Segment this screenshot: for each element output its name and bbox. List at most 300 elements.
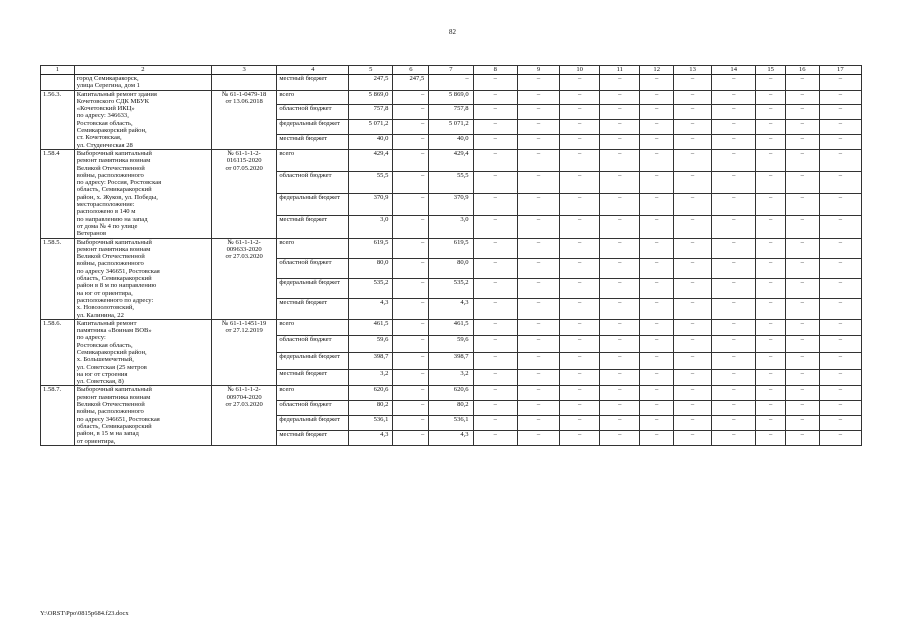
funding-source-cell: федеральный бюджет: [277, 353, 349, 370]
empty-year-cell-8: –: [473, 319, 517, 336]
empty-year-cell-13: –: [674, 194, 712, 216]
column-header-3: 3: [211, 66, 276, 75]
empty-year-cell-9: –: [517, 135, 559, 150]
amount-cell-v6: –: [393, 279, 429, 299]
empty-year-cell-17: –: [819, 336, 861, 353]
empty-year-cell-11: –: [600, 149, 640, 171]
amount-cell-v6: –: [393, 105, 429, 120]
empty-year-cell-15: –: [756, 279, 786, 299]
amount-cell-v5: 370,9: [349, 194, 393, 216]
empty-year-cell-13: –: [674, 75, 712, 91]
amount-cell-v5: 757,8: [349, 105, 393, 120]
amount-cell-v7: 3,0: [429, 216, 473, 238]
empty-year-cell-11: –: [600, 135, 640, 150]
column-header-8: 8: [473, 66, 517, 75]
empty-year-cell-12: –: [640, 238, 674, 258]
amount-cell-v6: –: [393, 299, 429, 319]
empty-year-cell-10: –: [560, 279, 600, 299]
empty-year-cell-8: –: [473, 135, 517, 150]
amount-cell-v6: –: [393, 90, 429, 105]
amount-cell-v5: 3,2: [349, 369, 393, 386]
amount-cell-v7: 55,5: [429, 172, 473, 194]
empty-year-cell-9: –: [517, 319, 559, 336]
empty-year-cell-10: –: [560, 258, 600, 278]
empty-year-cell-14: –: [712, 369, 756, 386]
empty-year-cell-15: –: [756, 431, 786, 446]
empty-year-cell-14: –: [712, 431, 756, 446]
empty-year-cell-16: –: [785, 353, 819, 370]
empty-year-cell-9: –: [517, 279, 559, 299]
empty-year-cell-14: –: [712, 319, 756, 336]
empty-year-cell-8: –: [473, 90, 517, 105]
column-header-6: 6: [393, 66, 429, 75]
amount-cell-v7: 429,4: [429, 149, 473, 171]
funding-source-cell: местный бюджет: [277, 216, 349, 238]
empty-year-cell-17: –: [819, 216, 861, 238]
amount-cell-v5: 4,3: [349, 299, 393, 319]
empty-year-cell-11: –: [600, 416, 640, 431]
empty-year-cell-15: –: [756, 149, 786, 171]
empty-year-cell-17: –: [819, 431, 861, 446]
amount-cell-v5: 620,6: [349, 386, 393, 401]
empty-year-cell-8: –: [473, 120, 517, 135]
amount-cell-v6: –: [393, 258, 429, 278]
empty-year-cell-15: –: [756, 75, 786, 91]
empty-year-cell-11: –: [600, 216, 640, 238]
funding-source-cell: областной бюджет: [277, 172, 349, 194]
amount-cell-v5: 59,6: [349, 336, 393, 353]
empty-year-cell-13: –: [674, 279, 712, 299]
table-row: [41, 319, 862, 336]
empty-year-cell-16: –: [785, 120, 819, 135]
empty-year-cell-8: –: [473, 149, 517, 171]
empty-year-cell-14: –: [712, 216, 756, 238]
empty-year-cell-9: –: [517, 120, 559, 135]
empty-year-cell-9: –: [517, 369, 559, 386]
amount-cell-v5: 619,5: [349, 238, 393, 258]
empty-year-cell-10: –: [560, 149, 600, 171]
empty-year-cell-12: –: [640, 105, 674, 120]
empty-year-cell-11: –: [600, 401, 640, 416]
amount-cell-v6: –: [393, 135, 429, 150]
empty-year-cell-16: –: [785, 369, 819, 386]
amount-cell-v6: –: [393, 353, 429, 370]
empty-year-cell-16: –: [785, 258, 819, 278]
item-number-cell: 1.58.5.: [41, 238, 75, 319]
empty-year-cell-15: –: [756, 120, 786, 135]
empty-year-cell-17: –: [819, 386, 861, 401]
empty-year-cell-10: –: [560, 238, 600, 258]
empty-year-cell-11: –: [600, 172, 640, 194]
empty-year-cell-15: –: [756, 401, 786, 416]
empty-year-cell-12: –: [640, 336, 674, 353]
empty-year-cell-13: –: [674, 120, 712, 135]
table-body: [41, 66, 862, 446]
amount-cell-v6: –: [393, 431, 429, 446]
empty-year-cell-13: –: [674, 431, 712, 446]
amount-cell-v7: 4,3: [429, 431, 473, 446]
amount-cell-v6: 247,5: [393, 75, 429, 91]
empty-year-cell-16: –: [785, 416, 819, 431]
empty-year-cell-12: –: [640, 299, 674, 319]
empty-year-cell-17: –: [819, 90, 861, 105]
empty-year-cell-15: –: [756, 416, 786, 431]
empty-year-cell-11: –: [600, 386, 640, 401]
empty-year-cell-17: –: [819, 149, 861, 171]
expertise-doc-cell: № 61-1-1451-19 от 27.12.2019: [211, 319, 276, 386]
empty-year-cell-9: –: [517, 431, 559, 446]
empty-year-cell-13: –: [674, 353, 712, 370]
amount-cell-v7: 620,6: [429, 386, 473, 401]
empty-year-cell-10: –: [560, 336, 600, 353]
page-number: 82: [449, 28, 456, 36]
item-number-cell: 1.58.4: [41, 149, 75, 238]
column-header-9: 9: [517, 66, 559, 75]
empty-year-cell-11: –: [600, 238, 640, 258]
empty-year-cell-9: –: [517, 105, 559, 120]
empty-year-cell-17: –: [819, 172, 861, 194]
empty-year-cell-13: –: [674, 258, 712, 278]
empty-year-cell-14: –: [712, 416, 756, 431]
amount-cell-v6: –: [393, 319, 429, 336]
empty-year-cell-9: –: [517, 401, 559, 416]
funding-source-cell: федеральный бюджет: [277, 120, 349, 135]
empty-year-cell-8: –: [473, 336, 517, 353]
empty-year-cell-9: –: [517, 216, 559, 238]
funding-source-cell: областной бюджет: [277, 258, 349, 278]
funding-source-cell: всего: [277, 90, 349, 105]
amount-cell-v7: 80,2: [429, 401, 473, 416]
empty-year-cell-9: –: [517, 416, 559, 431]
empty-year-cell-17: –: [819, 194, 861, 216]
amount-cell-v7: 370,9: [429, 194, 473, 216]
empty-year-cell-9: –: [517, 194, 559, 216]
amount-cell-v5: 55,5: [349, 172, 393, 194]
empty-year-cell-16: –: [785, 105, 819, 120]
empty-year-cell-15: –: [756, 353, 786, 370]
funding-source-cell: областной бюджет: [277, 336, 349, 353]
empty-year-cell-16: –: [785, 279, 819, 299]
empty-year-cell-10: –: [560, 353, 600, 370]
empty-year-cell-12: –: [640, 369, 674, 386]
empty-year-cell-10: –: [560, 90, 600, 105]
empty-year-cell-12: –: [640, 149, 674, 171]
amount-cell-v5: 40,0: [349, 135, 393, 150]
amount-cell-v5: 461,5: [349, 319, 393, 336]
header-row: [41, 66, 862, 75]
expertise-doc-cell: № 61-1-1-2- 016115-2020 от 07.05.2020: [211, 149, 276, 238]
empty-year-cell-8: –: [473, 172, 517, 194]
empty-year-cell-13: –: [674, 172, 712, 194]
empty-year-cell-16: –: [785, 172, 819, 194]
empty-year-cell-15: –: [756, 238, 786, 258]
empty-year-cell-8: –: [473, 75, 517, 91]
funding-source-cell: всего: [277, 386, 349, 401]
empty-year-cell-11: –: [600, 75, 640, 91]
empty-year-cell-16: –: [785, 238, 819, 258]
empty-year-cell-11: –: [600, 120, 640, 135]
empty-year-cell-9: –: [517, 299, 559, 319]
table-row: [41, 386, 862, 401]
funding-source-cell: всего: [277, 149, 349, 171]
empty-year-cell-8: –: [473, 416, 517, 431]
table-row: [41, 238, 862, 258]
empty-year-cell-12: –: [640, 120, 674, 135]
column-header-16: 16: [785, 66, 819, 75]
amount-cell-v6: –: [393, 238, 429, 258]
empty-year-cell-8: –: [473, 431, 517, 446]
funding-source-cell: федеральный бюджет: [277, 416, 349, 431]
empty-year-cell-9: –: [517, 353, 559, 370]
empty-year-cell-16: –: [785, 75, 819, 91]
amount-cell-v5: 429,4: [349, 149, 393, 171]
amount-cell-v7: 3,2: [429, 369, 473, 386]
empty-year-cell-10: –: [560, 431, 600, 446]
funding-source-cell: местный бюджет: [277, 431, 349, 446]
empty-year-cell-9: –: [517, 336, 559, 353]
amount-cell-v7: 40,0: [429, 135, 473, 150]
amount-cell-v6: –: [393, 401, 429, 416]
empty-year-cell-10: –: [560, 105, 600, 120]
expertise-doc-cell: № 61-1-0479-18 от 13.06.2018: [211, 90, 276, 149]
empty-year-cell-9: –: [517, 90, 559, 105]
empty-year-cell-12: –: [640, 431, 674, 446]
empty-year-cell-15: –: [756, 105, 786, 120]
empty-year-cell-8: –: [473, 299, 517, 319]
empty-year-cell-9: –: [517, 149, 559, 171]
empty-year-cell-17: –: [819, 369, 861, 386]
amount-cell-v5: 5 869,0: [349, 90, 393, 105]
empty-year-cell-13: –: [674, 369, 712, 386]
empty-year-cell-11: –: [600, 336, 640, 353]
empty-year-cell-15: –: [756, 299, 786, 319]
empty-year-cell-17: –: [819, 299, 861, 319]
empty-year-cell-10: –: [560, 216, 600, 238]
empty-year-cell-14: –: [712, 105, 756, 120]
amount-cell-v7: 619,5: [429, 238, 473, 258]
amount-cell-v5: 80,2: [349, 401, 393, 416]
amount-cell-v7: 59,6: [429, 336, 473, 353]
table-row: [41, 90, 862, 105]
amount-cell-v7: 536,1: [429, 416, 473, 431]
empty-year-cell-10: –: [560, 369, 600, 386]
amount-cell-v6: –: [393, 369, 429, 386]
amount-cell-v7: –: [429, 75, 473, 91]
empty-year-cell-8: –: [473, 238, 517, 258]
empty-year-cell-13: –: [674, 216, 712, 238]
empty-year-cell-13: –: [674, 149, 712, 171]
empty-year-cell-14: –: [712, 238, 756, 258]
empty-year-cell-11: –: [600, 369, 640, 386]
empty-year-cell-12: –: [640, 135, 674, 150]
column-header-2: 2: [74, 66, 211, 75]
amount-cell-v5: 398,7: [349, 353, 393, 370]
expertise-doc-cell: № 61-1-1-2- 009704-2020 от 27.03.2020: [211, 386, 276, 445]
empty-year-cell-10: –: [560, 120, 600, 135]
empty-year-cell-8: –: [473, 369, 517, 386]
amount-cell-v6: –: [393, 336, 429, 353]
empty-year-cell-15: –: [756, 319, 786, 336]
empty-year-cell-9: –: [517, 386, 559, 401]
funding-source-cell: всего: [277, 238, 349, 258]
empty-year-cell-9: –: [517, 238, 559, 258]
empty-year-cell-12: –: [640, 75, 674, 91]
column-header-11: 11: [600, 66, 640, 75]
empty-year-cell-8: –: [473, 194, 517, 216]
empty-year-cell-14: –: [712, 299, 756, 319]
empty-year-cell-8: –: [473, 105, 517, 120]
empty-year-cell-17: –: [819, 238, 861, 258]
amount-cell-v6: –: [393, 216, 429, 238]
empty-year-cell-15: –: [756, 194, 786, 216]
amount-cell-v6: –: [393, 149, 429, 171]
empty-year-cell-16: –: [785, 336, 819, 353]
amount-cell-v5: 5 071,2: [349, 120, 393, 135]
empty-year-cell-10: –: [560, 416, 600, 431]
amount-cell-v6: –: [393, 194, 429, 216]
empty-year-cell-15: –: [756, 386, 786, 401]
empty-year-cell-17: –: [819, 353, 861, 370]
empty-year-cell-12: –: [640, 216, 674, 238]
empty-year-cell-8: –: [473, 279, 517, 299]
table-row: [41, 149, 862, 171]
empty-year-cell-11: –: [600, 258, 640, 278]
empty-year-cell-12: –: [640, 172, 674, 194]
empty-year-cell-15: –: [756, 135, 786, 150]
funding-source-cell: всего: [277, 319, 349, 336]
empty-year-cell-15: –: [756, 258, 786, 278]
amount-cell-v7: 398,7: [429, 353, 473, 370]
empty-year-cell-14: –: [712, 258, 756, 278]
column-header-15: 15: [756, 66, 786, 75]
file-path-footer: Y:\ORST\Ppo\0815p684.f23.docx: [40, 610, 129, 617]
column-header-12: 12: [640, 66, 674, 75]
funding-source-cell: местный бюджет: [277, 75, 349, 91]
empty-year-cell-14: –: [712, 401, 756, 416]
empty-year-cell-9: –: [517, 172, 559, 194]
amount-cell-v6: –: [393, 172, 429, 194]
column-header-7: 7: [429, 66, 473, 75]
empty-year-cell-9: –: [517, 258, 559, 278]
column-header-1: 1: [41, 66, 75, 75]
empty-year-cell-12: –: [640, 319, 674, 336]
expertise-doc-cell: [211, 75, 276, 91]
empty-year-cell-12: –: [640, 353, 674, 370]
empty-year-cell-16: –: [785, 194, 819, 216]
amount-cell-v7: 461,5: [429, 319, 473, 336]
empty-year-cell-14: –: [712, 336, 756, 353]
amount-cell-v7: 80,0: [429, 258, 473, 278]
empty-year-cell-8: –: [473, 401, 517, 416]
empty-year-cell-13: –: [674, 90, 712, 105]
empty-year-cell-16: –: [785, 149, 819, 171]
empty-year-cell-11: –: [600, 431, 640, 446]
empty-year-cell-13: –: [674, 386, 712, 401]
amount-cell-v7: 535,2: [429, 279, 473, 299]
empty-year-cell-11: –: [600, 353, 640, 370]
amount-cell-v6: –: [393, 386, 429, 401]
empty-year-cell-17: –: [819, 416, 861, 431]
empty-year-cell-11: –: [600, 90, 640, 105]
amount-cell-v6: –: [393, 416, 429, 431]
funding-source-cell: местный бюджет: [277, 135, 349, 150]
empty-year-cell-16: –: [785, 431, 819, 446]
empty-year-cell-15: –: [756, 172, 786, 194]
empty-year-cell-17: –: [819, 401, 861, 416]
column-header-13: 13: [674, 66, 712, 75]
object-description-cell: Выборочный капитальный ремонт памятника воинам Великой Отечественной войны, расположенного по адресу 346651, Ростовская область, Семикаракорский район, в 15 м на запад от ориентира,: [74, 386, 211, 445]
empty-year-cell-17: –: [819, 319, 861, 336]
empty-year-cell-16: –: [785, 135, 819, 150]
empty-year-cell-17: –: [819, 75, 861, 91]
object-description-cell: город Семикаракорск, улица Серегина, дом 1: [74, 75, 211, 91]
empty-year-cell-15: –: [756, 90, 786, 105]
empty-year-cell-12: –: [640, 401, 674, 416]
column-header-10: 10: [560, 66, 600, 75]
empty-year-cell-10: –: [560, 75, 600, 91]
empty-year-cell-17: –: [819, 258, 861, 278]
empty-year-cell-17: –: [819, 279, 861, 299]
empty-year-cell-13: –: [674, 135, 712, 150]
empty-year-cell-14: –: [712, 135, 756, 150]
empty-year-cell-13: –: [674, 416, 712, 431]
item-number-cell: 1.56.3.: [41, 90, 75, 149]
funding-source-cell: местный бюджет: [277, 299, 349, 319]
empty-year-cell-13: –: [674, 105, 712, 120]
empty-year-cell-15: –: [756, 336, 786, 353]
empty-year-cell-10: –: [560, 135, 600, 150]
amount-cell-v7: 4,3: [429, 299, 473, 319]
empty-year-cell-16: –: [785, 90, 819, 105]
expertise-doc-cell: № 61-1-1-2- 009633-2020 от 27.03.2020: [211, 238, 276, 319]
empty-year-cell-13: –: [674, 401, 712, 416]
item-number-cell: 1.58.7.: [41, 386, 75, 445]
empty-year-cell-12: –: [640, 90, 674, 105]
empty-year-cell-12: –: [640, 386, 674, 401]
empty-year-cell-16: –: [785, 386, 819, 401]
empty-year-cell-14: –: [712, 90, 756, 105]
table-row: [41, 75, 862, 91]
funding-source-cell: федеральный бюджет: [277, 279, 349, 299]
empty-year-cell-14: –: [712, 149, 756, 171]
empty-year-cell-16: –: [785, 401, 819, 416]
empty-year-cell-16: –: [785, 299, 819, 319]
amount-cell-v5: 535,2: [349, 279, 393, 299]
empty-year-cell-8: –: [473, 386, 517, 401]
empty-year-cell-12: –: [640, 258, 674, 278]
empty-year-cell-16: –: [785, 216, 819, 238]
object-description-cell: Выборочный капитальный ремонт памятника воинам Великой Отечественной войны, расположенного по адресу: Россия, Ростовская область, Семикаракорский район, х. Жуков, ул. Победы, месторасположение: расположено в 140 м по направлению на запад от дома № 4 по улице Ветеранов: [74, 149, 211, 238]
object-description-cell: Выборочный капитальный ремонт памятника воинам Великой Отечественной войны, расположенного по адресу 346651, Ростовская область, Семикаракорский район в 8 м по направлению на юг от ориентира, расположенного по адресу: х. Новозолотовский, ул. Калинина, 22: [74, 238, 211, 319]
amount-cell-v5: 3,0: [349, 216, 393, 238]
amount-cell-v5: 80,0: [349, 258, 393, 278]
amount-cell-v6: –: [393, 120, 429, 135]
empty-year-cell-8: –: [473, 216, 517, 238]
amount-cell-v7: 5 071,2: [429, 120, 473, 135]
empty-year-cell-12: –: [640, 194, 674, 216]
empty-year-cell-14: –: [712, 386, 756, 401]
column-header-14: 14: [712, 66, 756, 75]
empty-year-cell-13: –: [674, 299, 712, 319]
empty-year-cell-10: –: [560, 299, 600, 319]
empty-year-cell-10: –: [560, 386, 600, 401]
funding-source-cell: областной бюджет: [277, 401, 349, 416]
empty-year-cell-14: –: [712, 353, 756, 370]
empty-year-cell-10: –: [560, 172, 600, 194]
empty-year-cell-15: –: [756, 216, 786, 238]
empty-year-cell-12: –: [640, 279, 674, 299]
empty-year-cell-14: –: [712, 194, 756, 216]
